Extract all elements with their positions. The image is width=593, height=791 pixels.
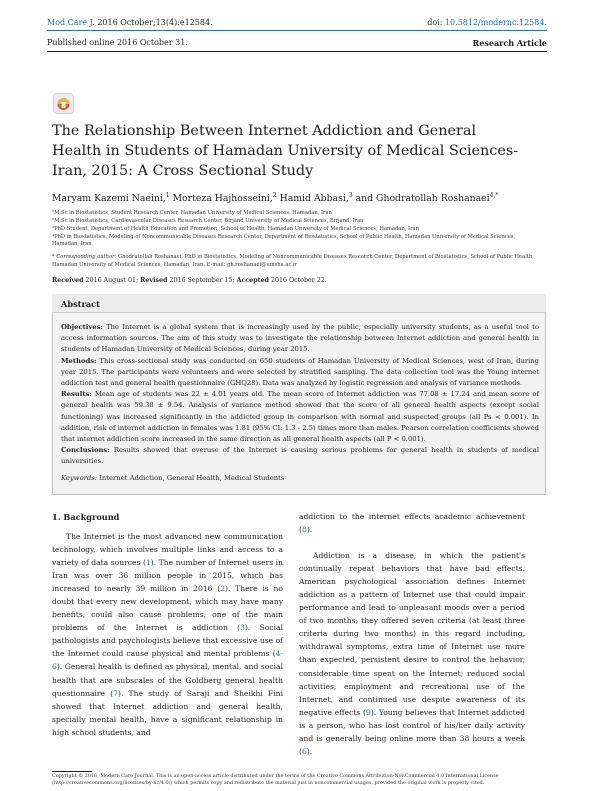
revised-label: Revised — [140, 277, 168, 284]
citation-link[interactable]: 1 — [145, 558, 151, 568]
keywords-label: Keywords: — [61, 474, 98, 482]
citation-link[interactable]: 7 — [113, 688, 118, 698]
results-label: Results: — [61, 390, 92, 399]
section-title: 1. Background — [52, 512, 120, 522]
abstract-text — [61, 322, 539, 468]
author-sup: 1 — [165, 192, 170, 199]
published-date: Published online 2016 October 31. — [47, 38, 188, 47]
author-list — [52, 190, 542, 205]
affiliation: ³PhD Student, Department of Health Education and Promotion, School of Health, Hamadan University of Medical Sciences, Hamadan, Iran — [52, 226, 419, 232]
left-column — [52, 530, 283, 739]
corresponding-author — [52, 254, 542, 269]
body-text: The Internet is the most advanced new communication technology, which involves multiple links and access to a variety of data sources ( — [52, 532, 283, 568]
citation-link[interactable]: 3 — [240, 623, 245, 633]
article-type: Research Article — [472, 38, 547, 48]
author-sup: 2 — [272, 192, 277, 199]
header-rule — [47, 30, 547, 31]
citation-link[interactable]: 6 — [301, 746, 307, 756]
body-text: addiction to the internet effects academic achievement ( — [299, 512, 525, 535]
doi-link[interactable]: 10.5812/modernc.12584 — [444, 18, 545, 27]
body-text: ). Young believes that Internet addicted is a person, who has lost control of his/her daily activity and is generally being online more than 38 hours a week ( — [299, 707, 525, 756]
citation-link[interactable]: 9 — [365, 707, 371, 717]
article-title: The Relationship Between Internet Addiction and General Health in Students of Hamadan University of Medical Sciences-Iran, 2015: A Cross Sectional Study — [52, 123, 519, 179]
citation-link[interactable]: 8 — [301, 525, 307, 535]
abstract-methods — [61, 356, 539, 390]
author-name: Hamid Abbasi, — [276, 193, 349, 205]
objectives-label: Objectives: — [61, 323, 103, 331]
author-sup: 4,* — [489, 192, 499, 199]
methods-text: This cross-sectional study was conducted on 650 students of Hamadan University of Medical Sciences, west of Iran, during year 2015. The participants were volunteers and were selected by stratified sampling. The data collection tool was the Young internet addiction test and general health questionnaire (GHQ28). Data was analyzed by logistic regression and analysis of variance methods. — [61, 356, 539, 388]
author-sup: 3 — [348, 192, 353, 199]
journal-ref-link[interactable]: Mod Care J — [47, 18, 93, 27]
author-name: Maryam Kazemi Naeini, — [52, 193, 166, 205]
abstract-results — [61, 389, 539, 445]
received-label: Received — [52, 277, 84, 284]
body-text: ). — [306, 746, 313, 756]
doi-label: doi: — [427, 18, 445, 27]
accepted-date: 2016 October 22. — [268, 277, 327, 284]
corresponding-label: * Corresponding author: — [52, 254, 117, 260]
affiliation: ¹M.Sc in Biostatistics, Student Research Center, Hamadan University of Medical Sciences, Hamadan, Iran — [52, 210, 332, 216]
body-text: ). There is no doubt that every new development, which may have many benefits, could also cause problems; one of the main problems of the Internet is addiction ( — [52, 584, 284, 633]
publication-line — [47, 38, 547, 47]
copyright-footer: Copyright © 2016, Modern Care Journal. This is an open-access article distributed under the terms of the Creative Commons Attribution-NonCommercial 4.0 International License (http://creativecommons.org/licenses/by-nc/4.0/) which permits copy and redistribute the material just in noncommercial usages, provided the original work is properly cited. — [52, 773, 499, 786]
affiliation: ⁴PhD in Biostatistics, Modeling of Noncommunicable Diseases Research Center, Department of Biostatistics, School of Public Health, Hamadan University of Medical Sciences, Hamadan, Iran — [52, 234, 516, 247]
article-dates — [52, 277, 542, 284]
header-rule-2 — [47, 51, 547, 52]
doi-end: . — [544, 18, 547, 27]
body-text: Addiction is a disease, in which the patient's continually repeat behaviors that have bad effects. American psychological association defines Internet addiction as a pattern of Internet use that could impair performance and lead to unpleasant moods over a period of two months; they offered seven criteria (at least three criteria during two months) in this regard including, withdrawal symptoms, extra time of Internet use more than expected, persistent desire to control the behavior, considerable time spent on the Internet; reduced social activities, employment and recreational use of the Internet, and continued use despite awareness of its negative effects ( — [299, 551, 525, 717]
objectives-text: The Internet is a global system that is increasingly used by the public, especially university students, as a useful tool to access information sources. The aim of this study was to investigate the relationship between Internet addiction and general health in students of Hamadan University of Medical Sciences, during year 2015. — [61, 323, 539, 354]
accepted-label: Accepted — [236, 277, 269, 284]
body-text: ). Social pathologists and psychologists believe that excessive use of the Internet could cause physical and mental problems ( — [52, 623, 284, 659]
revised-date: 2016 September 15; — [167, 277, 237, 284]
body-text: ). General health is defined as physical, mental, and social health that are subscales of the Goldberg general health questionnaire ( — [52, 662, 283, 698]
body-paragraph — [299, 549, 525, 758]
body-paragraph — [52, 530, 283, 739]
footer-rule — [52, 771, 92, 772]
doi — [427, 18, 547, 27]
abstract-conclusions — [61, 445, 539, 467]
conclusions-text: Results showed that overuse of the Internet is causing serious problems for general health in students of medical universities. — [61, 446, 539, 466]
results-text: Mean age of students was 22 ± 4.01 years old. The mean score of Internet addiction was 77.08 ± 17.24 and mean score of general health was 59.38 ± 9.54. Analysis of variance method showed that the score of all general health aspects (except social functioning) was increased significantly in the addicted group in comparison with normal and suspected groups (all Ps < 0.001). In addition, risk of internet addiction in females was 1.81 (95% CI: 1.3 - 2.5) times more than males. Pearson correlation coefficients showed that internet addiction score increased in the same direction as all general health aspects (all P < 0.001). — [61, 390, 539, 444]
conclusions-label: Conclusions: — [61, 446, 110, 455]
author-name: and Ghodratollah Roshanaei — [352, 193, 490, 205]
body-text: ). The study of Saraji and Sheikhi Fini showed that Internet addiction and general health, specially mental health, have a significant relationship in high school students, and — [52, 688, 284, 737]
received-date: 2016 August 01; — [83, 277, 141, 284]
journal-header — [47, 18, 547, 27]
author-name: Morteza Hajhosseini, — [169, 193, 273, 205]
crossmark-icon[interactable] — [53, 93, 74, 114]
abstract-objectives — [61, 322, 539, 356]
right-column — [299, 510, 525, 758]
corresponding-text: Ghodratollah Roshanaei, PhD in Biostatistics, Modeling of Noncommunicable Diseases Research Center, Department of Biostatistics, School of Public Health, Hamadan University of Medical Sciences, Hamadan, Iran. E-mail: gh.roshanaei@umsha.ac.ir — [52, 254, 534, 268]
keywords — [61, 474, 539, 482]
journal-issue: . 2016 October;13(4):e12584. — [92, 18, 213, 27]
citation-link[interactable]: 4-6 — [52, 649, 283, 672]
abstract-heading: Abstract — [52, 294, 546, 313]
affiliation: ²M.Sc in Biostatistics, Cardiovascular Diseases Research Center, Birjand University of Medical Sciences, Birjand, Iran — [52, 218, 364, 224]
body-text: ). — [306, 525, 313, 535]
keywords-text: Internet Addiction, General Health, Medical Students — [97, 474, 285, 482]
body-text: ). The number of Internet users in Iran was over 36 million people in 2015, which has increased to nearly 39 million in 2016 ( — [52, 558, 283, 594]
citation-link[interactable]: 2 — [220, 584, 226, 594]
body-continuation — [299, 510, 525, 536]
methods-label: Methods: — [61, 356, 97, 365]
